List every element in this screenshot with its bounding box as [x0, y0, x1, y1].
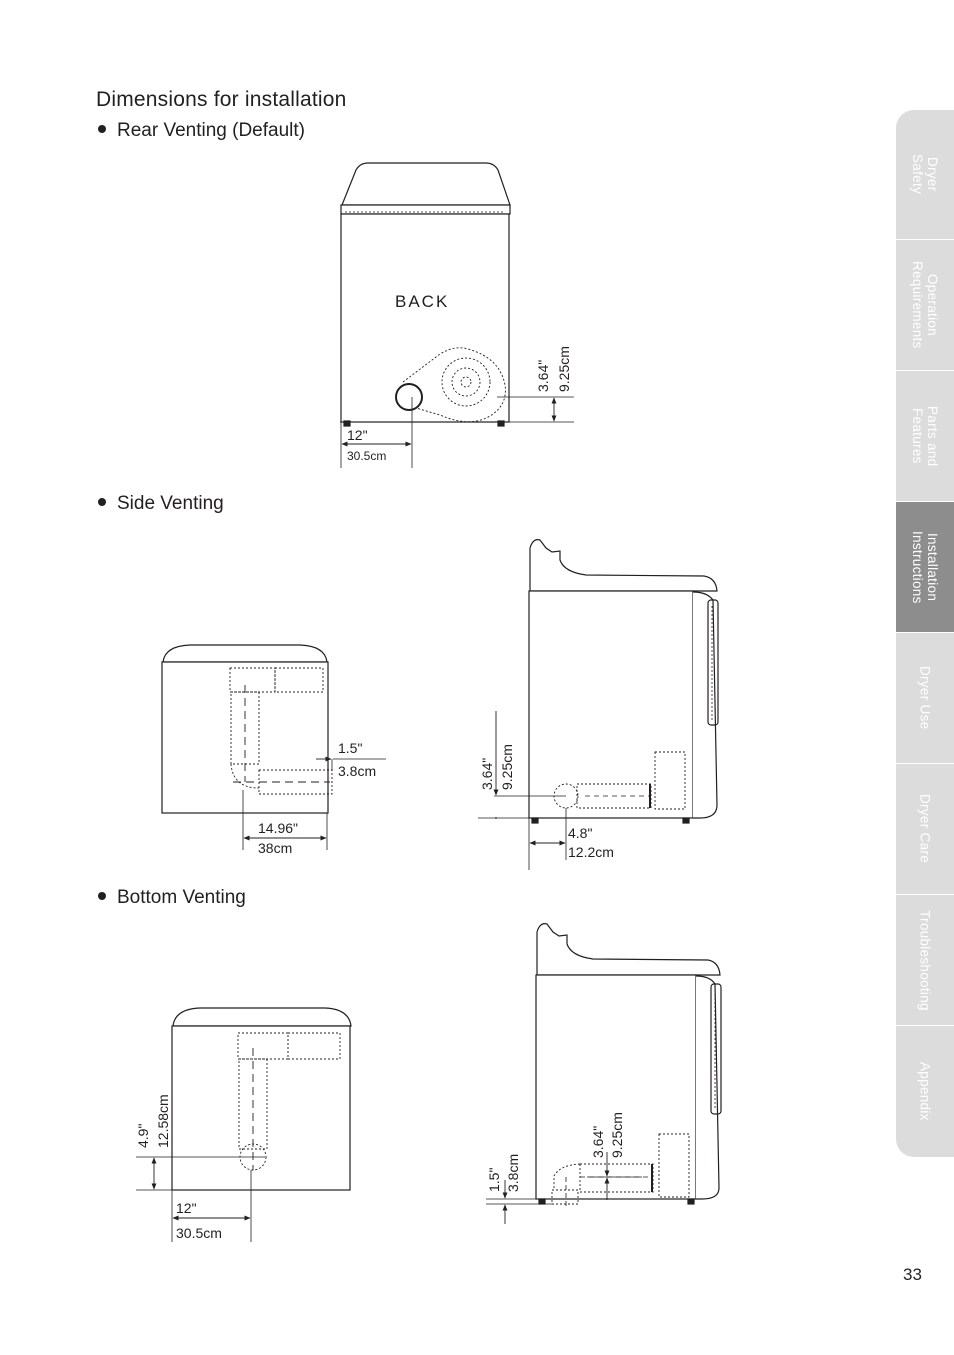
tab-dryer-care[interactable]: [896, 764, 954, 895]
tab-troubleshooting[interactable]: [896, 895, 954, 1026]
rear-venting-label: Rear Venting (Default): [117, 120, 305, 141]
bottom-small-cm: 3.8cm: [505, 1153, 521, 1192]
tab-label: Installation Instructions: [910, 530, 940, 604]
bottom-offset-cm: 30.5cm: [176, 1225, 222, 1241]
tab-appendix[interactable]: [896, 1026, 954, 1157]
side-width-cm: 38cm: [258, 840, 293, 856]
side-top-inches: 1.5": [338, 740, 363, 756]
page-title: Dimensions for installation: [96, 88, 347, 111]
tab-installation-instructions[interactable]: [896, 502, 954, 633]
tab-label: Appendix: [917, 1062, 933, 1121]
side-venting-side-view: [478, 540, 718, 870]
tab-label: Dryer Care: [917, 794, 933, 864]
rear-offset-cm: 30.5cm: [347, 449, 387, 463]
side-depth-inches: 4.8": [568, 825, 593, 841]
bottom-venting-label: Bottom Venting: [117, 887, 246, 908]
bottom-depth-cm: 12.58cm: [155, 1094, 171, 1148]
back-label: BACK: [395, 292, 450, 311]
bottom-venting-side-view: [486, 924, 721, 1224]
tab-label: Troubleshooting: [917, 909, 933, 1011]
side-top-cm: 3.8cm: [338, 763, 377, 779]
page-number: 33: [903, 1265, 922, 1284]
side-height-cm: 9.25cm: [499, 744, 515, 790]
tab-dryer-safety[interactable]: [896, 110, 954, 240]
bottom-depth-inches: 4.9": [135, 1123, 151, 1148]
tab-label: Dryer Safety: [910, 154, 940, 195]
rear-offset-inches: 12": [347, 427, 368, 443]
tab-label: Operation Requirements: [910, 261, 940, 349]
rear-height-inches: 3.64": [535, 359, 551, 392]
tab-label: Parts and Features: [910, 405, 940, 467]
bottom-small-inches: 1.5": [486, 1167, 502, 1192]
side-depth-cm: 12.2cm: [568, 844, 614, 860]
section-tabs: [896, 110, 954, 1157]
tab-dryer-use[interactable]: [896, 633, 954, 764]
bottom-offset-inches: 12": [176, 1200, 197, 1216]
tab-operation-requirements[interactable]: [896, 240, 954, 371]
bottom-height-inches: 3.64": [590, 1125, 606, 1158]
tab-label: Dryer Use: [917, 666, 933, 730]
side-height-inches: 3.64": [479, 757, 495, 790]
bottom-height-cm: 9.25cm: [609, 1112, 625, 1158]
side-venting-label: Side Venting: [117, 493, 224, 514]
rear-height-cm: 9.25cm: [556, 346, 572, 392]
tab-parts-and-features[interactable]: [896, 371, 954, 502]
side-width-inches: 14.96": [258, 820, 299, 836]
rear-venting-diagram: [340, 163, 574, 468]
